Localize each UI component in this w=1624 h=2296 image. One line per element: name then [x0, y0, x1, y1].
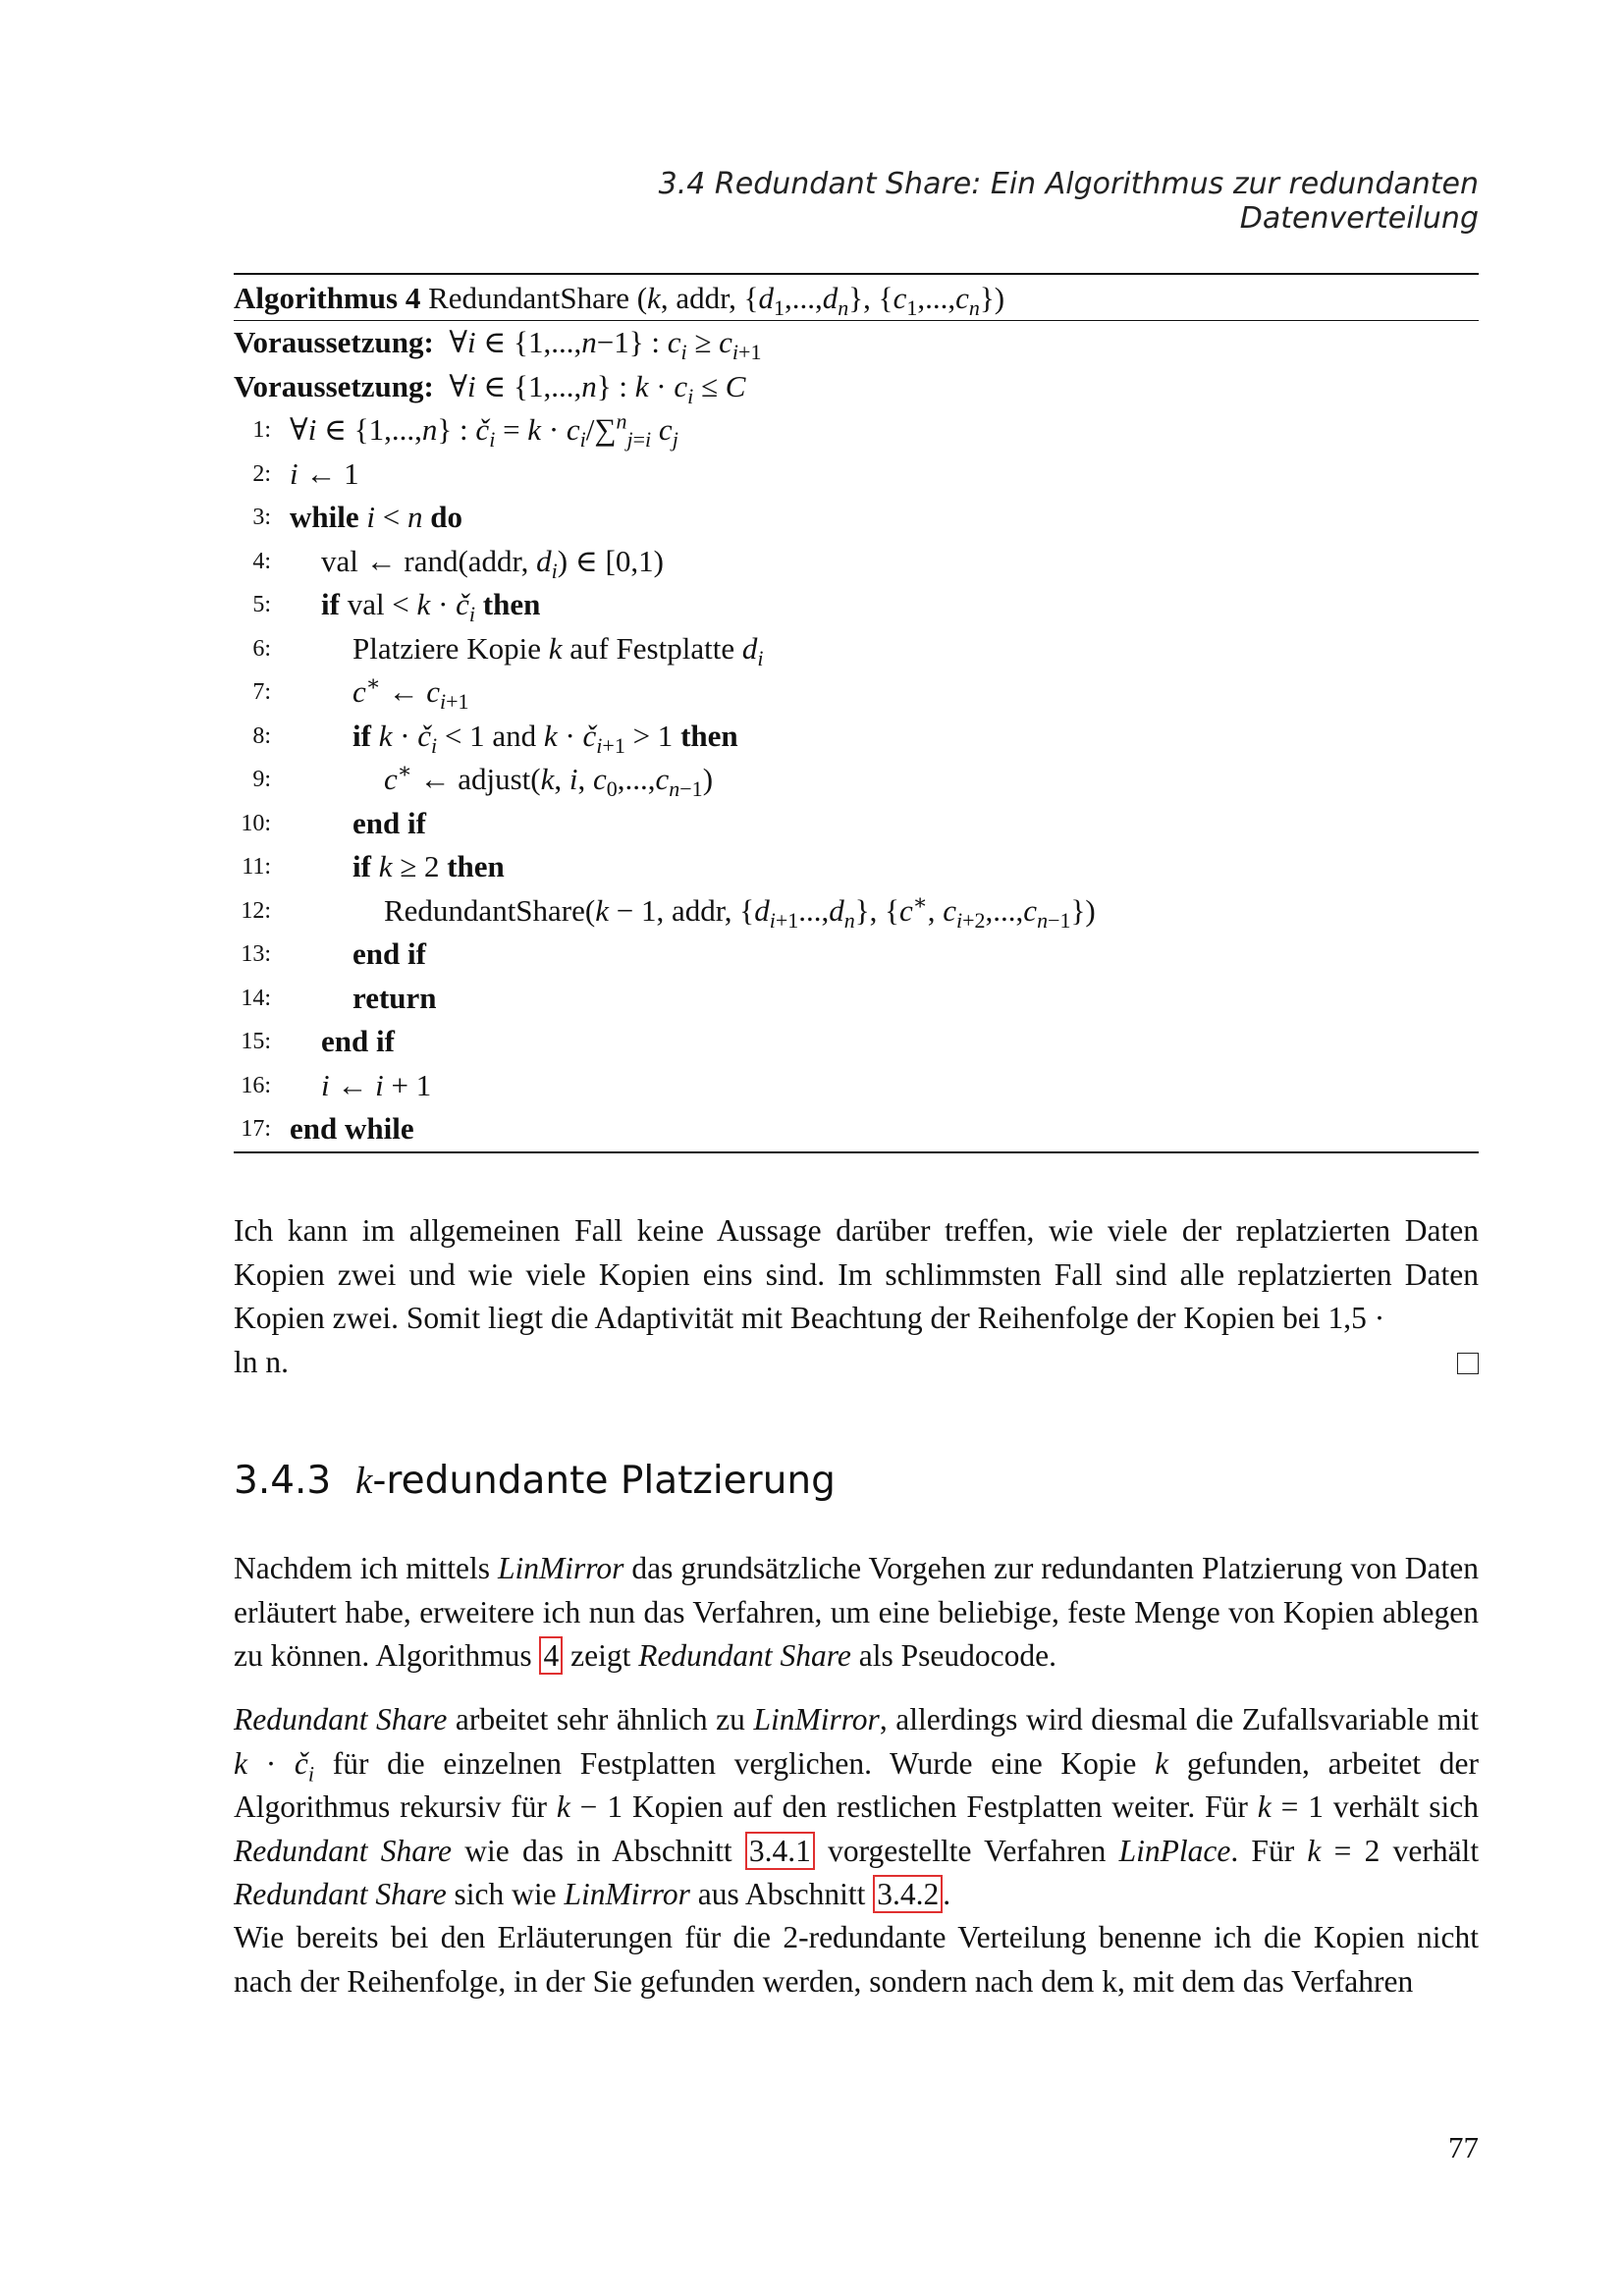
section-reference-link[interactable]: 3.4.2 [873, 1875, 943, 1913]
code-line: 17: end while [241, 1111, 414, 1146]
code-line: 11: if k ≥ 2 then [242, 849, 505, 883]
paragraph-adaptivity: Ich kann im allgemeinen Fall keine Aussage darüber treffen, wie viele der replatzierten Daten Kopien zwei und wie viele Kopien eins sind. Im schlimmsten Fall sind alle replatzierten Daten Kopien zwei. Somit liegt die Adaptivität mit Beachtung der Reihenfolge der Kopien bei 1,5 · ln n. [234, 1213, 1479, 1379]
code-line: 6: Platziere Kopie k auf Festplatte $d_i$ [252, 630, 764, 670]
requirement-2: Voraussetzung: ∀i ∈ {1,...,n} : $k \cdot c_i \le C$ [234, 368, 746, 408]
algorithm-label: Algorithmus 4 [234, 281, 421, 315]
code-line: 7: c∗ ← $c_{i+1}$ [252, 670, 469, 715]
code-line: 16: i ← i + 1 [241, 1067, 432, 1102]
paragraph-description: Redundant Share arbeitet sehr ähnlich zu LinMirror, allerdings wird diesmal die Zufallsvariable mit $k \cdot č_i$ für die einzelnen Festplatten verglichen. Wurde eine Kopie k gefunden, arbeitet der Algorithmus rekursiv für k − 1 Kopien auf den restlichen Festplatten weiter. Für k = 1 verhält sich Redundant Share wie das in Abschnitt 3.4.1 vorgestellte Verfahren LinPlace. Für k = 2 verhält Redundant Share sich wie LinMirror aus Abschnitt 3.4.2 . [234, 1702, 1480, 1911]
code-line: 10: end if [241, 805, 426, 840]
requirement-label: Voraussetzung: [234, 325, 434, 359]
code-line: 14: return [241, 980, 437, 1015]
code-line: 4: val ← rand(addr, $d_i$) ∈ [0,1) [252, 543, 664, 583]
code-line: 3: while i < n do [252, 500, 462, 534]
algorithm-box [234, 273, 1479, 1153]
qed-symbol [1457, 1353, 1479, 1374]
section-heading: 3.4.3 k-redundante Platzierung [234, 1459, 836, 1503]
code-line: 13: end if [241, 936, 426, 971]
code-line: 12: RedundantShare(k − 1, addr, $\{d_{i+1}...,d_n\}$, {c∗, $c_{i+2},...,c_{n-1}$}) [241, 889, 1096, 933]
page-number: 77 [1448, 2130, 1479, 2164]
requirement-label: Voraussetzung: [234, 368, 434, 403]
section-reference-link[interactable]: 3.4.1 [745, 1832, 815, 1870]
running-head: 3.4 Redundant Share: Ein Algorithmus zur redundanten Datenverteilung [658, 167, 1479, 236]
algorithm-reference-link[interactable]: 4 [539, 1636, 563, 1675]
code-line: 5: if val < $k \cdot č_i$ then [252, 587, 541, 627]
code-line: 15: end if [241, 1024, 395, 1058]
code-line: 9: c∗ ← adjust(k, i, $c_0,...,c_{n-1}$) [252, 758, 714, 802]
paragraph-naming: Wie bereits bei den Erläuterungen für die 2-redundante Verteilung benenne ich die Kopien nicht nach der Reihenfolge, in der Sie gefunden werden, sondern nach dem k, mit dem das Verfahren [234, 1920, 1479, 1999]
code-line: 8: if $k \cdot č_i < 1$ and $k \cdot č_{i+1} > 1$ then [252, 718, 738, 758]
algorithm-name: RedundantShare [428, 281, 629, 315]
requirement-1: Voraussetzung: ∀i ∈ {1,...,n−1} : $c_i \ge c_{i+1}$ [234, 325, 762, 365]
algorithm-caption: Algorithmus 4 RedundantShare (k, addr, $\{d_1,...,d_n\}$, $\{c_1,...,c_n\}$) [234, 275, 1479, 321]
code-line: 1: ∀i ∈ {1,...,n} : $č_i = k \cdot c_i/\sum^n_{j=i}$ $c_j$ [252, 408, 678, 453]
code-line: 2: i ← 1 [252, 455, 359, 491]
paragraph-intro: Nachdem ich mittels LinMirror das grundsätzliche Vorgehen zur redundanten Platzierung von Daten erläutert habe, erweitere ich nun das Verfahren, um eine beliebige, feste Menge von Kopien ablegen zu können. Algorithmus 4 zeigt Redundant Share als Pseudocode. [234, 1551, 1480, 1673]
